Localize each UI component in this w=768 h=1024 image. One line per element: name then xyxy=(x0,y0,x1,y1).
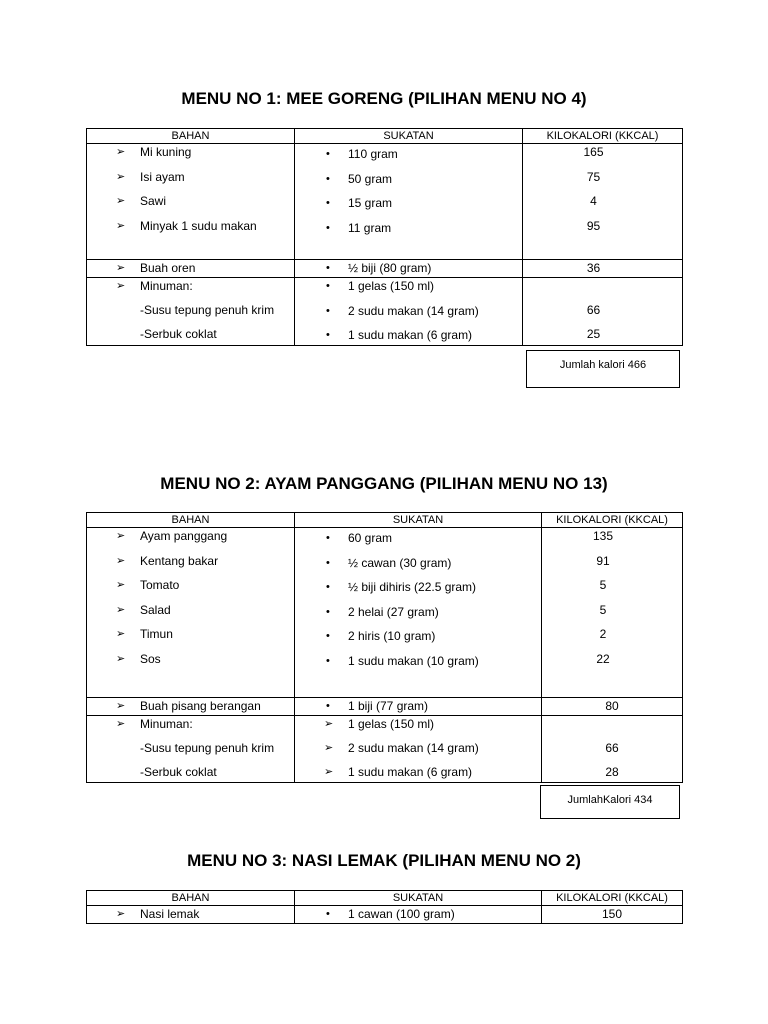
ingredient: -Susu tepung penuh krim xyxy=(140,741,275,755)
list-item: 28 xyxy=(605,765,619,779)
ingredient: Nasi lemak xyxy=(140,907,200,921)
menu2-fruit-sukatan-cell xyxy=(295,698,542,716)
table-row xyxy=(87,906,683,924)
list-item: 75 xyxy=(586,169,601,184)
ingredient: Minuman: xyxy=(140,279,193,293)
header-bahan: BAHAN xyxy=(87,129,295,144)
menu3-main-sukatan-cell xyxy=(295,906,542,924)
list xyxy=(295,144,522,244)
ingredient: Sos xyxy=(140,651,161,666)
header-sukatan: SUKATAN xyxy=(295,513,542,528)
menu2-main-kcal-cell xyxy=(542,528,683,698)
bullet-dot-icon: • xyxy=(326,532,330,544)
list-item xyxy=(295,171,522,196)
arrow-bullet-icon: ➢ xyxy=(116,554,126,567)
list xyxy=(87,528,294,675)
ingredient: -Serbuk coklat xyxy=(140,327,217,341)
list xyxy=(295,278,522,345)
list-item xyxy=(87,260,294,277)
list-item xyxy=(87,278,294,299)
table-header-row xyxy=(87,129,683,144)
list-item xyxy=(87,577,294,602)
measure: 110 gram xyxy=(348,147,398,161)
bullet-dot-icon: • xyxy=(326,280,330,292)
menu2-title: MENU NO 2: AYAM PANGGANG (PILIHAN MENU NO 13) xyxy=(160,474,608,493)
list xyxy=(523,260,682,277)
list-item xyxy=(295,195,522,220)
ingredient: Minyak 1 sudu makan xyxy=(140,218,257,233)
bullet-dot-icon: • xyxy=(326,654,330,667)
measure: 60 gram xyxy=(348,531,393,545)
list-item xyxy=(87,528,294,553)
list-item: 80 xyxy=(605,699,619,713)
list-item: 36 xyxy=(586,261,601,275)
list xyxy=(87,716,294,782)
ingredient: Sawi xyxy=(140,194,167,208)
menu2-main-sukatan-cell xyxy=(295,528,542,698)
menu2-drink-kcal-cell xyxy=(542,716,683,783)
bullet-dot-icon: • xyxy=(326,630,330,642)
menu1-fruit-bahan-cell xyxy=(87,260,295,278)
list-item xyxy=(87,144,294,169)
list-item: 25 xyxy=(586,327,601,341)
menu2-table xyxy=(86,512,683,783)
arrow-bullet-icon: ➢ xyxy=(116,530,126,542)
list-item xyxy=(87,906,294,923)
list-item xyxy=(295,716,541,737)
list-item xyxy=(87,218,294,243)
ingredient: Kentang bakar xyxy=(140,553,219,568)
arrow-bullet-icon: ➢ xyxy=(324,766,334,778)
list-item: 91 xyxy=(596,553,610,568)
arrow-bullet-icon: ➢ xyxy=(116,603,126,616)
list-item xyxy=(295,579,541,604)
menu1-drink-bahan-cell xyxy=(87,278,295,346)
bullet-dot-icon: • xyxy=(326,581,330,593)
arrow-bullet-icon: ➢ xyxy=(116,280,126,292)
list-item xyxy=(295,260,522,277)
measure: 1 cawan (100 gram) xyxy=(348,907,455,921)
bullet-dot-icon: • xyxy=(326,221,330,234)
list xyxy=(295,906,541,923)
measure: 2 sudu makan (14 gram) xyxy=(348,741,479,755)
header-kcal: KILOKALORI (KKCAL) xyxy=(542,513,683,528)
list-item xyxy=(87,602,294,627)
menu2-fruit-bahan-cell xyxy=(87,698,295,716)
measure: 1 sudu makan (6 gram) xyxy=(348,328,473,342)
table-row xyxy=(87,698,683,716)
header-kcal: KILOKALORI (KKCAL) xyxy=(542,891,683,906)
ingredient: Mi kuning xyxy=(140,145,192,159)
ingredient: -Susu tepung penuh krim xyxy=(140,303,275,317)
list-item xyxy=(295,220,522,245)
bullet-dot-icon: • xyxy=(326,262,330,274)
menu2-total-box: JumlahKalori 434 xyxy=(540,785,680,819)
list-item xyxy=(87,626,294,651)
bullet-dot-icon: • xyxy=(326,605,330,618)
list-item: 150 xyxy=(601,907,623,921)
list-item: 95 xyxy=(586,218,601,233)
menu3-title: MENU NO 3: NASI LEMAK (PILIHAN MENU NO 2) xyxy=(187,851,581,870)
list xyxy=(542,716,682,782)
bullet-dot-icon: • xyxy=(326,148,330,160)
list xyxy=(295,698,541,715)
menu3-table xyxy=(86,890,683,924)
list-item: 5 xyxy=(599,578,607,592)
header-bahan: BAHAN xyxy=(87,891,295,906)
ingredient: Timun xyxy=(140,627,173,641)
table-row xyxy=(87,528,683,698)
ingredient: Salad xyxy=(140,602,171,617)
list-item xyxy=(87,764,294,782)
list-item xyxy=(87,326,294,345)
menu1-fruit-sukatan-cell xyxy=(295,260,523,278)
table-row xyxy=(87,278,683,346)
list-item xyxy=(87,553,294,578)
measure: 50 gram xyxy=(348,171,393,186)
list-item: 135 xyxy=(592,529,614,543)
menu3-main-kcal-cell xyxy=(542,906,683,924)
bullet-dot-icon: • xyxy=(326,329,330,341)
arrow-bullet-icon: ➢ xyxy=(116,262,126,274)
list xyxy=(295,260,522,277)
ingredient: Isi ayam xyxy=(140,169,185,184)
measure: ½ biji dihiris (22.5 gram) xyxy=(348,580,477,594)
arrow-bullet-icon: ➢ xyxy=(116,718,126,730)
list-item: 4 xyxy=(590,194,597,208)
measure: ½ cawan (30 gram) xyxy=(348,555,452,570)
arrow-bullet-icon: ➢ xyxy=(116,908,126,920)
list-item xyxy=(295,906,541,923)
bullet-dot-icon: • xyxy=(326,908,330,920)
arrow-bullet-icon: ➢ xyxy=(116,700,126,712)
list-item xyxy=(87,651,294,676)
list-item xyxy=(295,737,541,764)
arrow-bullet-icon: ➢ xyxy=(324,718,334,730)
list-item: 2 xyxy=(599,627,607,641)
table-row xyxy=(87,260,683,278)
arrow-bullet-icon: ➢ xyxy=(324,742,334,754)
menu3-main-bahan-cell xyxy=(87,906,295,924)
list-item xyxy=(295,764,541,782)
ingredient: Buah oren xyxy=(140,261,196,275)
list xyxy=(295,528,541,677)
menu1-drink-kcal-cell xyxy=(523,278,683,346)
list xyxy=(295,716,541,782)
list xyxy=(87,698,294,715)
bullet-dot-icon: • xyxy=(326,172,330,185)
list-item xyxy=(295,278,522,300)
measure: 11 gram xyxy=(348,220,392,235)
list-item xyxy=(87,299,294,326)
ingredient: Buah pisang berangan xyxy=(140,699,261,713)
table-header-row xyxy=(87,513,683,528)
list-item xyxy=(542,716,682,737)
menu1-main-bahan-cell xyxy=(87,144,295,260)
list-item: 66 xyxy=(605,741,619,755)
table-row xyxy=(87,716,683,783)
arrow-bullet-icon: ➢ xyxy=(116,195,126,207)
ingredient: Tomato xyxy=(140,578,180,592)
list-item xyxy=(87,716,294,737)
list xyxy=(523,144,682,242)
menu1-drink-sukatan-cell xyxy=(295,278,523,346)
menu1-main-kcal-cell xyxy=(523,144,683,260)
list-item: 66 xyxy=(586,303,601,317)
menu1-main-sukatan-cell xyxy=(295,144,523,260)
measure: 2 sudu makan (14 gram) xyxy=(348,304,479,318)
list xyxy=(87,278,294,345)
arrow-bullet-icon: ➢ xyxy=(116,170,126,183)
list-item xyxy=(295,530,541,555)
list-item xyxy=(523,278,682,299)
list-item xyxy=(87,737,294,764)
list-item xyxy=(295,653,541,678)
bullet-dot-icon: • xyxy=(326,700,330,712)
measure: 1 biji (77 gram) xyxy=(348,699,429,713)
menu1-table xyxy=(86,128,683,346)
menu1-fruit-kcal-cell xyxy=(523,260,683,278)
measure: 1 sudu makan (10 gram) xyxy=(348,653,479,668)
menu2-main-bahan-cell xyxy=(87,528,295,698)
header-sukatan: SUKATAN xyxy=(295,891,542,906)
list-item: 22 xyxy=(596,651,610,666)
list xyxy=(87,260,294,277)
arrow-bullet-icon: ➢ xyxy=(116,219,126,232)
list-item: 5 xyxy=(599,602,607,617)
table-header-row xyxy=(87,891,683,906)
measure: 15 gram xyxy=(348,196,393,210)
header-sukatan: SUKATAN xyxy=(295,129,523,144)
bullet-dot-icon: • xyxy=(326,197,330,209)
list xyxy=(542,906,682,923)
menu2-drink-bahan-cell xyxy=(87,716,295,783)
ingredient: Ayam panggang xyxy=(140,529,228,543)
measure: 1 sudu makan (6 gram) xyxy=(348,765,473,779)
list-item xyxy=(295,604,541,629)
menu1-total-box: Jumlah kalori 466 xyxy=(526,350,680,388)
list xyxy=(542,528,682,675)
list xyxy=(523,278,682,345)
list-item xyxy=(295,300,522,327)
measure: 2 helai (27 gram) xyxy=(348,604,439,619)
measure: 1 gelas (150 ml) xyxy=(348,717,435,731)
menu1-title: MENU NO 1: MEE GORENG (PILIHAN MENU NO 4) xyxy=(181,89,587,108)
ingredient: Minuman: xyxy=(140,717,193,731)
arrow-bullet-icon: ➢ xyxy=(116,628,126,640)
list xyxy=(87,144,294,242)
header-kcal: KILOKALORI (KKCAL) xyxy=(523,129,683,144)
list-item xyxy=(295,628,541,653)
arrow-bullet-icon: ➢ xyxy=(116,652,126,665)
menu2-drink-sukatan-cell xyxy=(295,716,542,783)
list-item: 165 xyxy=(583,145,604,159)
list-item xyxy=(295,327,522,345)
arrow-bullet-icon: ➢ xyxy=(116,146,126,158)
list xyxy=(542,698,682,715)
list-item xyxy=(87,698,294,715)
header-bahan: BAHAN xyxy=(87,513,295,528)
measure: 2 hiris (10 gram) xyxy=(348,629,436,643)
list-item xyxy=(87,169,294,194)
menu2-fruit-kcal-cell xyxy=(542,698,683,716)
table-row xyxy=(87,144,683,260)
arrow-bullet-icon: ➢ xyxy=(116,579,126,591)
list-item xyxy=(87,193,294,218)
bullet-dot-icon: • xyxy=(326,556,330,569)
list-item xyxy=(295,146,522,171)
ingredient: -Serbuk coklat xyxy=(140,765,217,779)
list-item xyxy=(295,698,541,715)
bullet-dot-icon: • xyxy=(326,305,330,317)
list-item xyxy=(295,555,541,580)
measure: 1 gelas (150 ml) xyxy=(348,279,435,293)
list xyxy=(87,906,294,923)
measure: ½ biji (80 gram) xyxy=(348,261,432,275)
